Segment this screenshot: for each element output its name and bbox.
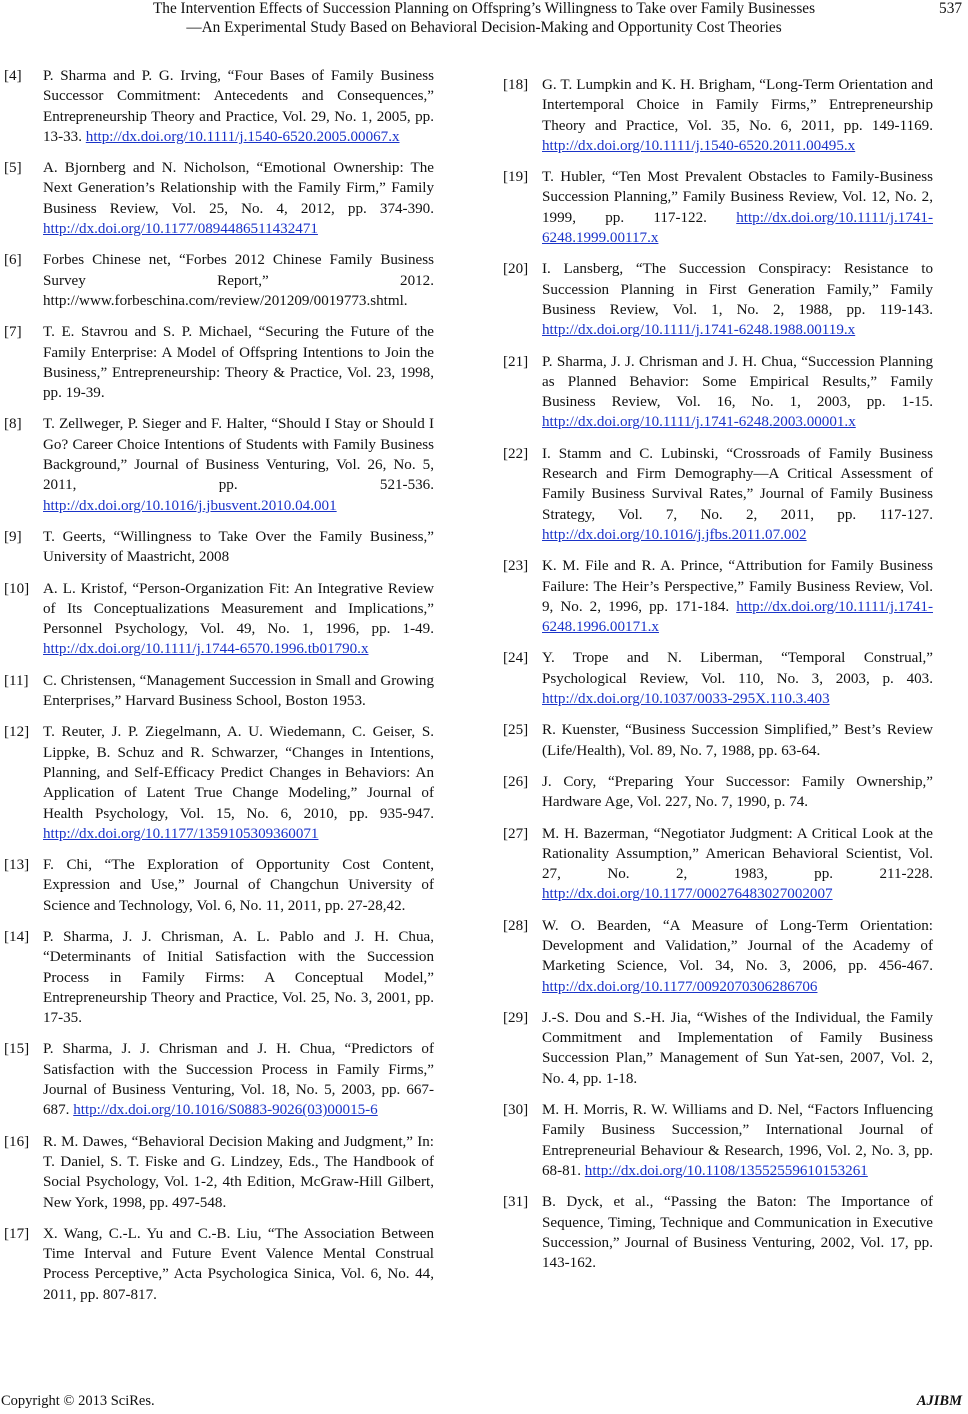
reference-number: [23] — [503, 558, 529, 575]
reference-item — [503, 772, 933, 813]
reference-text: J.-S. Dou and S.-H. Jia, “Wishes of the Individual, the Family Commitment and Implementation of Family Business Succession Plan,” Management of Sun Yat-sen, 2007, Vol. 2, No. 4, pp. 1-18. — [542, 1009, 933, 1087]
reference-text: I. Stamm and C. Lubinski, “Crossroads of Family Business Research and Firm Demography—A Critical Assessment of Family Business Survival Rates,” Journal of Family Business Strategy, Vol. 7, No. 2, 2011, pp. 117-127. — [542, 445, 933, 523]
references-right-column — [503, 75, 933, 1284]
reference-number: [26] — [503, 773, 529, 790]
reference-text: A. Bjornberg and N. Nicholson, “Emotional Ownership: The Next Generation’s Relationship with the Family Firm,” Family Business Review, Vol. 25, No. 4, 2012, pp. 374-390. — [43, 160, 434, 217]
reference-item — [4, 855, 434, 916]
reference-item — [4, 1039, 434, 1120]
reference-item — [503, 1100, 933, 1181]
reference-text: T. Zellweger, P. Sieger and F. Halter, “Should I Stay or Should I Go? Career Choice Intentions of Students with Family Business Background,” Journal of Business Venturing, Vol. 26, No. 5, 2011, pp. 521-536. — [43, 416, 434, 494]
reference-number: [16] — [4, 1133, 30, 1150]
reference-item — [503, 916, 933, 997]
doi-link[interactable]: http://dx.doi.org/10.1177/0894486511432471 — [43, 221, 318, 238]
reference-item — [4, 722, 434, 844]
reference-number: [6] — [4, 252, 22, 269]
copyright-notice: Copyright © 2013 SciRes. — [1, 1393, 155, 1409]
reference-number: [22] — [503, 445, 529, 462]
doi-link[interactable]: http://dx.doi.org/10.1111/j.1540-6520.2005.00067.x — [85, 128, 400, 145]
reference-text: B. Dyck, et al., “Passing the Baton: The Importance of Sequence, Timing, Technique and Communication in Executive Succession,” Journal of Business Venturing, 2002, Vol. 17, pp. 143-162. — [542, 1194, 933, 1272]
reference-text: R. M. Dawes, “Behavioral Decision Making and Judgment,” In: T. Daniel, S. T. Fiske and G. Lindzey, Eds., The Handbook of Social Psychology, Vol. 1-2, 4th Edition, McGraw-Hill Gilbert, New York, 1998, pp. 497-548. — [43, 1133, 434, 1211]
reference-item — [4, 250, 434, 311]
reference-item — [4, 527, 434, 568]
reference-number: [12] — [4, 724, 30, 741]
reference-text: T. Reuter, J. P. Ziegelmann, A. U. Wiedemann, C. Geiser, S. Lippke, B. Schuz and R. Schwarzer, “Changes in Intentions, Planning, and Self-Efficacy Predict Changes in Behaviors: An Application of Latent True Change Modeling,” Journal of Health Psychology, Vol. 15, No. 6, 2010, pp. 935-947. — [43, 724, 434, 822]
reference-item — [4, 66, 434, 147]
reference-text: C. Christensen, “Management Succession in Small and Growing Enterprises,” Harvard Business School, Boston 1953. — [43, 672, 434, 710]
doi-link[interactable]: http://dx.doi.org/10.1177/0092070306286706 — [542, 978, 818, 995]
reference-text: F. Chi, “The Exploration of Opportunity Cost Content, Expression and Use,” Journal of Changchun University of Science and Technology, Vol. 6, No. 11, 2011, pp. 27-28,42. — [43, 857, 434, 914]
doi-link[interactable]: http://dx.doi.org/10.1111/j.1741-6248.2003.00001.x — [542, 414, 856, 431]
reference-item — [503, 720, 933, 761]
reference-item — [503, 444, 933, 545]
reference-number: [21] — [503, 353, 529, 370]
doi-link[interactable]: http://dx.doi.org/10.1111/j.1741-6248.1988.00119.x — [542, 322, 856, 339]
reference-number: [24] — [503, 650, 529, 667]
reference-number: [7] — [4, 324, 22, 341]
reference-item — [503, 167, 933, 248]
reference-item — [503, 648, 933, 709]
doi-link[interactable]: http://dx.doi.org/10.1037/0033-295X.110.3.403 — [542, 691, 830, 708]
references-left-column — [4, 66, 434, 1316]
reference-number: [18] — [503, 77, 529, 93]
doi-link[interactable]: http://dx.doi.org/10.1111/j.1741-6248.1996.00171.x — [542, 598, 933, 636]
reference-text: Y. Trope and N. Liberman, “Temporal Construal,” Psychological Review, Vol. 110, No. 3, 2003, p. 403. — [542, 650, 933, 687]
reference-text: R. Kuenster, “Business Succession Simplified,” Best’s Review (Life/Health), Vol. 89, No. 7, 1988, pp. 63-64. — [542, 722, 933, 759]
reference-text: M. H. Bazerman, “Negotiator Judgment: A Critical Look at the Rationality Assumption,” American Behavioral Scientist, Vol. 27, No. 2, 1983, pp. 211-228. — [542, 825, 933, 883]
page-number: 537 — [939, 0, 962, 17]
reference-text: J. Cory, “Preparing Your Successor: Family Ownership,” Hardware Age, Vol. 227, No. 7, 1990, p. 74. — [542, 773, 933, 811]
reference-number: [27] — [503, 825, 529, 842]
reference-number: [8] — [4, 416, 22, 433]
reference-number: [17] — [4, 1225, 30, 1242]
reference-number: [5] — [4, 160, 22, 177]
doi-link[interactable]: http://dx.doi.org/10.1016/j.jbusvent.2010.04.001 — [43, 497, 337, 514]
reference-number: [20] — [503, 261, 529, 278]
reference-number: [25] — [503, 722, 529, 739]
reference-item — [503, 259, 933, 340]
reference-text: P. Sharma, J. J. Chrisman, A. L. Pablo and J. H. Chua, “Determinants of Initial Satisfaction with the Succession Process in Family Firms: A Conceptual Model,” Entrepreneurship Theory and Practice, Vol. 25, No. 3, 2001, pp. 17-35. — [43, 928, 434, 1027]
reference-item — [503, 556, 933, 637]
reference-item — [4, 414, 434, 515]
header-title-line1: The Intervention Effects of Succession Planning on Offspring’s Willingness to Take over Family Businesses — [152, 0, 816, 17]
reference-number: [30] — [503, 1102, 529, 1119]
reference-text: T. Geerts, “Willingness to Take Over the Family Business,” University of Maastricht, 2008 — [43, 528, 434, 566]
reference-number: [9] — [4, 528, 22, 545]
reference-item — [4, 1132, 434, 1213]
doi-link[interactable]: http://dx.doi.org/10.1111/j.1744-6570.1996.tb01790.x — [43, 641, 369, 658]
reference-item — [4, 671, 434, 712]
reference-number: [14] — [4, 928, 30, 945]
reference-number: [4] — [4, 68, 22, 84]
journal-abbrev: AJIBM — [916, 1393, 962, 1409]
reference-number: [13] — [4, 857, 30, 874]
doi-link[interactable]: http://dx.doi.org/10.1177/000276483027002007 — [542, 886, 833, 903]
reference-number: [11] — [4, 672, 29, 689]
reference-text: P. Sharma, J. J. Chrisman and J. H. Chua, “Predictors of Satisfaction with the Succession Process in Family Firms,” Journal of Business Venturing, Vol. 18, No. 5, 2003, pp. 667-687. — [43, 1041, 434, 1119]
reference-item — [4, 927, 434, 1028]
reference-text: P. Sharma and P. G. Irving, “Four Bases of Family Business Successor Commitment: Antecedents and Consequences,” Entrepreneurship Theory and Practice, Vol. 29, No. 1, 2005, pp. 13-33. — [43, 68, 434, 145]
doi-link[interactable]: http://dx.doi.org/10.1111/j.1540-6520.2011.00495.x — [542, 137, 856, 154]
reference-text: G. T. Lumpkin and K. H. Brigham, “Long-Term Orientation and Intertemporal Choice in Family Firms,” Entrepreneurship Theory and Practice, Vol. 35, No. 6, 2011, pp. 149-1169. — [542, 77, 933, 134]
reference-item — [503, 1008, 933, 1089]
reference-item — [4, 1224, 434, 1305]
header-title-line2: —An Experimental Study Based on Behavioral Decision-Making and Opportunity Cost Theories — [186, 19, 782, 36]
doi-link[interactable]: http://dx.doi.org/10.1111/j.1741-6248.1999.00117.x — [542, 209, 933, 247]
running-header — [0, 0, 968, 44]
reference-item — [4, 158, 434, 239]
reference-item — [4, 579, 434, 660]
reference-number: [19] — [503, 169, 529, 186]
reference-text: T. Hubler, “Ten Most Prevalent Obstacles to Family-Business Succession Planning,” Family Business Review, Vol. 12, No. 2, 1999, pp. 117-122. — [542, 169, 933, 226]
reference-text: P. Sharma, J. J. Chrisman and J. H. Chua, “Succession Planning as Planned Behavior: Some Empirical Results,” Family Business Review, Vol. 16, No. 1, 2003, pp. 1-15. — [542, 353, 933, 411]
reference-item — [503, 1192, 933, 1273]
reference-text: X. Wang, C.-L. Yu and C.-B. Liu, “The Association Between Time Interval and Future Event Valence Mental Construal Process Perceptive,” Acta Psychologica Sinica, Vol. 6, No. 44, 2011, pp. 807-817. — [43, 1225, 434, 1303]
doi-link[interactable]: http://dx.doi.org/10.1177/1359105309360071 — [43, 825, 319, 842]
reference-item — [4, 322, 434, 403]
reference-text: Forbes Chinese net, “Forbes 2012 Chinese Family Business Survey Report,” 2012. http://www.forbeschina.com/review/201209/0019773.shtml. — [43, 252, 434, 309]
reference-item — [503, 352, 933, 433]
reference-item — [503, 75, 933, 156]
reference-number: [10] — [4, 580, 30, 597]
reference-text: M. H. Morris, R. W. Williams and D. Nel, “Factors Influencing Family Business Succession,” International Journal of Entrepreneurial Behaviour & Research, 1996, Vol. 2, No. 3, pp. 68-81. — [542, 1102, 933, 1179]
reference-item — [503, 824, 933, 905]
reference-text: I. Lansberg, “The Succession Conspiracy: Resistance to Succession Planning in First Generation Family,” Family Business Review, Vol. 1, No. 2, 1988, pp. 119-143. — [542, 261, 933, 318]
reference-number: [28] — [503, 917, 529, 934]
reference-text: A. L. Kristof, “Person-Organization Fit: An Integrative Review of Its Conceptualizations Measurement and Implications,” Personnel Psychology, Vol. 49, No. 1, 1996, pp. 1-49. — [43, 580, 434, 638]
reference-text: W. O. Bearden, “A Measure of Long-Term Orientation: Development and Validation,” Journal of the Academy of Marketing Science, Vol. 34, No. 3, 2006, pp. 456-467. — [542, 917, 933, 975]
reference-text: T. E. Stavrou and S. P. Michael, “Securing the Future of the Family Enterprise: A Model of Offspring Intentions to Join the Business,” Entrepreneurship: Theory & Practice, Vol. 23, 1998, pp. 19-39. — [43, 324, 434, 402]
reference-number: [15] — [4, 1041, 30, 1058]
reference-number: [29] — [503, 1009, 529, 1026]
reference-text: K. M. File and R. A. Prince, “Attribution for Family Business Failure: The Heir’s Perspective,” Family Business Review, Vol. 9, No. 2, 1996, pp. 171-184. — [542, 558, 933, 615]
doi-link[interactable]: http://dx.doi.org/10.1108/13552559610153261 — [584, 1162, 868, 1179]
reference-number: [31] — [503, 1194, 529, 1211]
doi-link[interactable]: http://dx.doi.org/10.1016/j.jfbs.2011.07.002 — [542, 526, 807, 543]
doi-link[interactable]: http://dx.doi.org/10.1016/S0883-9026(03)00015-6 — [73, 1102, 378, 1119]
